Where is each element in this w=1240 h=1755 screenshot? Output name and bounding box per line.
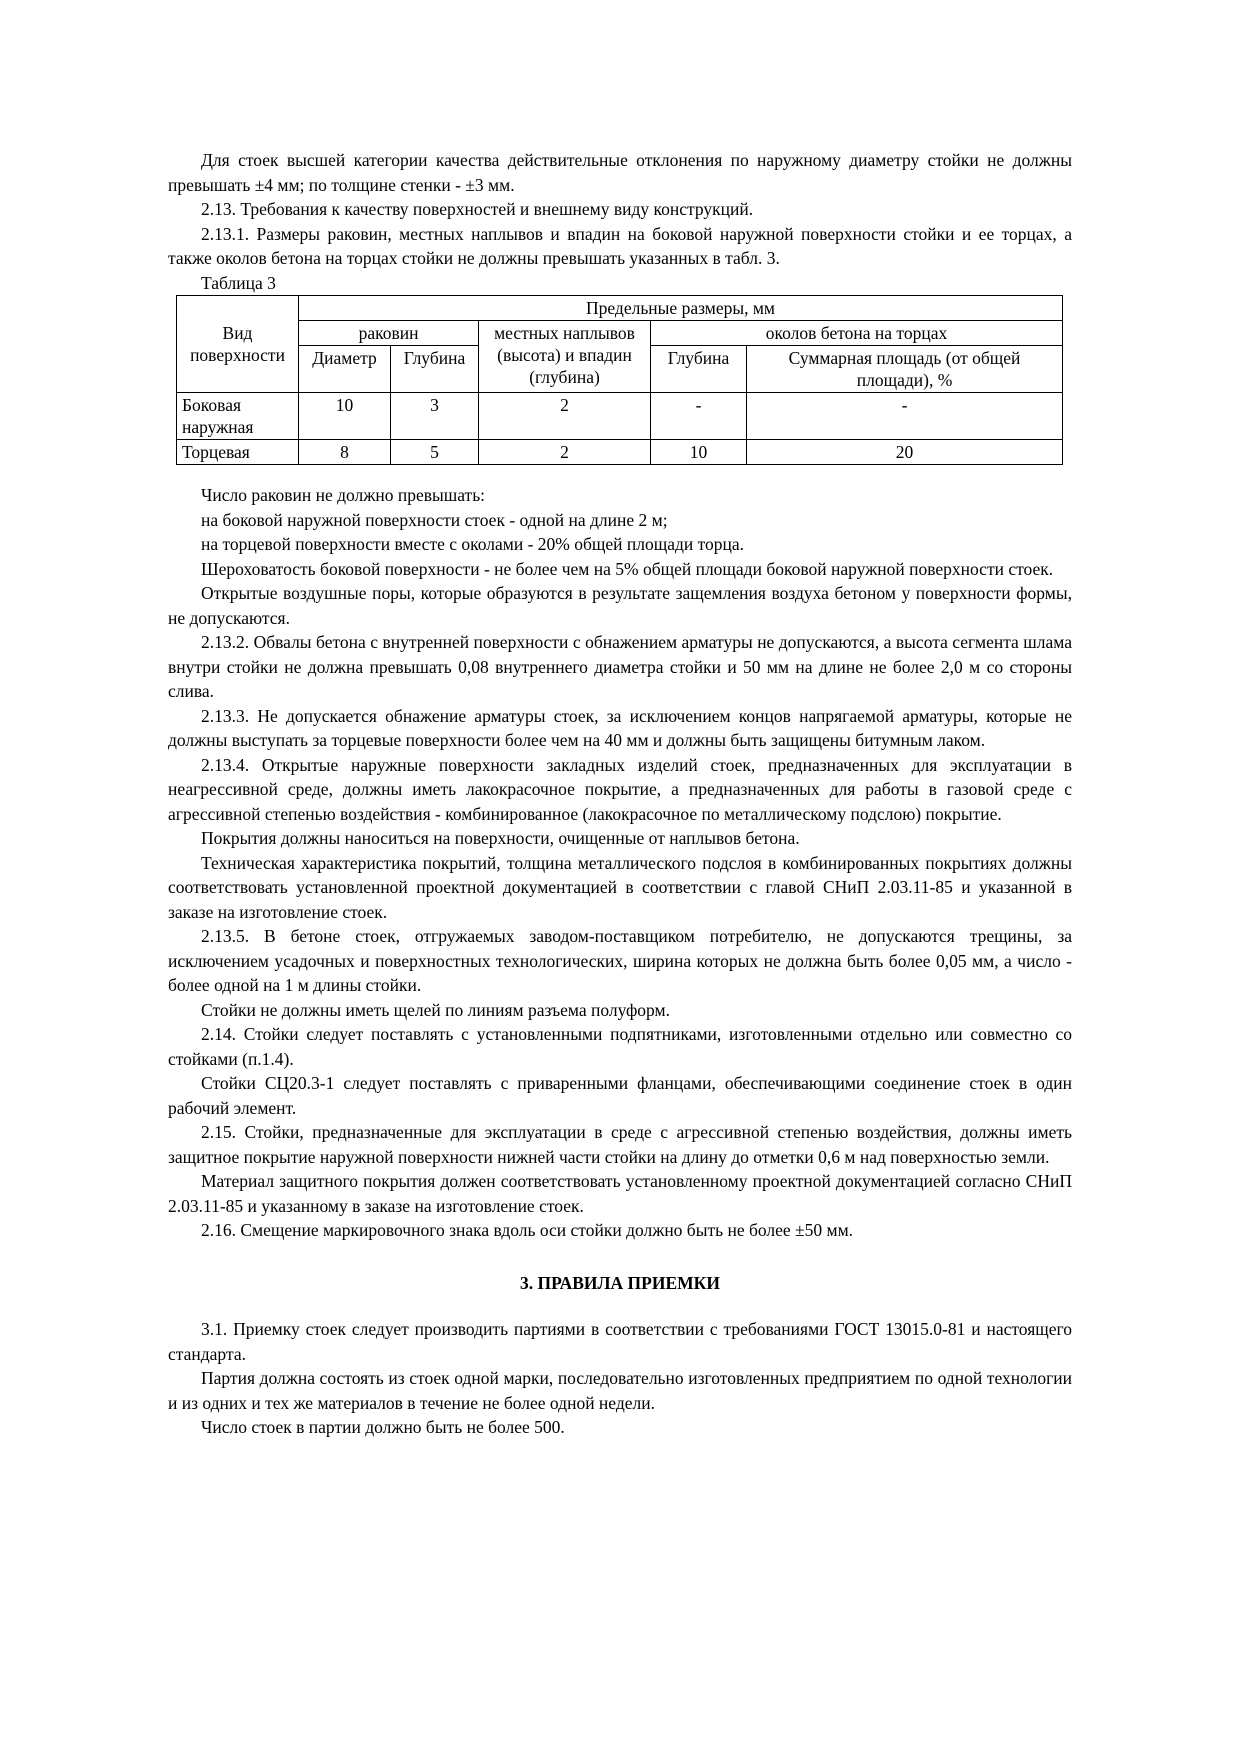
paragraph: 2.13. Требования к качеству поверхностей и внешнему виду конструкций. bbox=[201, 199, 754, 219]
paragraph: 2.13.3. Не допускается обнажение арматуры стоек, за исключением концов напрягаемой арматуры, которые не должны выступать за торцевые поверхности более чем на 40 мм и должны быть защищены битумным лаком. bbox=[168, 705, 1072, 750]
table-cell-surface: Боковая наружная bbox=[177, 393, 299, 440]
paragraph: 2.13.5. В бетоне стоек, отгружаемых заводом-поставщиком потребителю, не допускаются трещины, за исключением усадочных и поверхностных технологических, ширина которых не должна быть более 0,05 мм, а число - более одной на 1 м длины стойки. bbox=[168, 926, 1072, 995]
table-cell-flows: 2 bbox=[479, 440, 651, 465]
document-page bbox=[168, 0, 1072, 1720]
table-cell-total-area: 20 bbox=[747, 440, 1063, 465]
table-header-diameter: Диаметр bbox=[299, 346, 391, 393]
defect-limits-table bbox=[176, 295, 1063, 465]
paragraph: 2.13.4. Открытые наружные поверхности закладных изделий стоек, предназначенных для эксплуатации в неагрессивной среде, должны иметь лакокрасочное покрытие, а предназначенных для работы в газовой среде с агрессивной степенью воздействия - комбинированное (лакокрасочное по металлическому подслою) покрытие. bbox=[168, 754, 1072, 824]
paragraph: 2.13.1. Размеры раковин, местных наплывов и впадин на боковой наружной поверхности стойки и ее торцах, а также околов бетона на торцах стойки не должны превышать указанных в табл. 3. bbox=[168, 223, 1072, 268]
body-section bbox=[168, 483, 1072, 1243]
table-cell-surface: Торцевая bbox=[177, 440, 299, 465]
paragraph: 2.14. Стойки следует поставлять с установленными подпятниками, изготовленными отдельно или совместно со стойками (п.1.4). bbox=[168, 1024, 1072, 1069]
table-cell-flows: 2 bbox=[479, 393, 651, 440]
table-header-chips: околов бетона на торцах bbox=[651, 321, 1063, 346]
table-header-row-1 bbox=[177, 296, 1063, 321]
paragraph: Стойки СЦ20.3-1 следует поставлять с приваренными фланцами, обеспечивающими соединение стоек в один рабочий элемент. bbox=[168, 1073, 1072, 1118]
paragraph: Техническая характеристика покрытий, толщина металлического подслоя в комбинированных покрытиях должны соответствовать установленной проектной документацией в соответствии с главой СНиП 2.03.11-85 и указанной в заказе на изготовление стоек. bbox=[168, 852, 1072, 922]
paragraph: 2.16. Смещение маркировочного знака вдоль оси стойки должно быть не более ±50 мм. bbox=[201, 1220, 854, 1240]
paragraph: Партия должна состоять из стоек одной марки, последовательно изготовленных предприятием по одной технологии и из одних и тех же материалов в течение не более одной недели. bbox=[168, 1368, 1072, 1413]
table-header-depth: Глубина bbox=[391, 346, 479, 393]
table-cell-diameter: 10 bbox=[299, 393, 391, 440]
paragraph: Стойки не должны иметь щелей по линиям разъема полуформ. bbox=[201, 999, 670, 1020]
table-header-flows: местных наплывов (высота) и впадин (глубина) bbox=[479, 321, 651, 393]
table-cell-chips-depth: 10 bbox=[651, 440, 747, 465]
paragraph: Материал защитного покрытия должен соответствовать установленному проектной документацией согласно СНиП 2.03.11-85 и указанному в заказе на изготовление стоек. bbox=[168, 1171, 1072, 1216]
paragraph: 2.13.2. Обвалы бетона с внутренней поверхности с обнажением арматуры не допускаются, а высота сегмента шлама внутри стойки не должна превышать 0,08 внутреннего диаметра стойки и 50 мм на длине не более 2,0 м со стороны слива. bbox=[168, 632, 1072, 701]
table-header-surface-type: Вид поверхности bbox=[177, 296, 299, 393]
paragraph: Открытые воздушные поры, которые образуются в результате защемления воздуха бетоном у поверхности формы, не допускаются. bbox=[168, 583, 1072, 628]
paragraph: Число раковин не должно превышать: bbox=[201, 485, 486, 505]
table-cell-chips-depth: - bbox=[651, 393, 747, 440]
paragraph: Шероховатость боковой поверхности - не более чем на 5% общей площади боковой наружной поверхности стоек. bbox=[201, 558, 1054, 579]
paragraph: Покрытия должны наноситься на поверхности, очищенные от наплывов бетона. bbox=[201, 828, 800, 848]
table-cell-depth: 3 bbox=[391, 393, 479, 440]
table-cell-depth: 5 bbox=[391, 440, 479, 465]
table-caption: Таблица 3 bbox=[201, 272, 276, 293]
paragraph: на боковой наружной поверхности стоек - одной на длине 2 м; bbox=[201, 509, 668, 530]
intro-section bbox=[168, 148, 1072, 271]
paragraph: Число стоек в партии должно быть не более 500. bbox=[201, 1417, 565, 1437]
paragraph: на торцевой поверхности вместе с околами - 20% общей площади торца. bbox=[201, 534, 745, 554]
section-heading: 3. ПРАВИЛА ПРИЕМКИ bbox=[520, 1272, 720, 1293]
paragraph: Для стоек высшей категории качества действительные отклонения по наружному диаметру стойки не должны превышать ±4 мм; по толщине стенки - ±3 мм. bbox=[168, 150, 1072, 195]
table-cell-diameter: 8 bbox=[299, 440, 391, 465]
table-header-total-area: Суммарная площадь (от общей площади), % bbox=[747, 346, 1063, 393]
table-cell-total-area: - bbox=[747, 393, 1063, 440]
table-header-shells: раковин bbox=[299, 321, 479, 346]
table-header-chips-depth: Глубина bbox=[651, 346, 747, 393]
table-header-limit-sizes: Предельные размеры, мм bbox=[299, 296, 1063, 321]
paragraph: 3.1. Приемку стоек следует производить партиями в соответствии с требованиями ГОСТ 13015.0-81 и настоящего стандарта. bbox=[168, 1319, 1072, 1364]
acceptance-section bbox=[168, 1317, 1072, 1440]
paragraph: 2.15. Стойки, предназначенные для эксплуатации в среде с агрессивной степенью воздействия, должны иметь защитное покрытие наружной поверхности нижней части стойки на длину до отметки 0,6 м над поверхностью земли. bbox=[168, 1122, 1072, 1167]
table-header-row-2 bbox=[177, 321, 1063, 346]
table-row bbox=[177, 440, 1063, 465]
table-row bbox=[177, 393, 1063, 440]
